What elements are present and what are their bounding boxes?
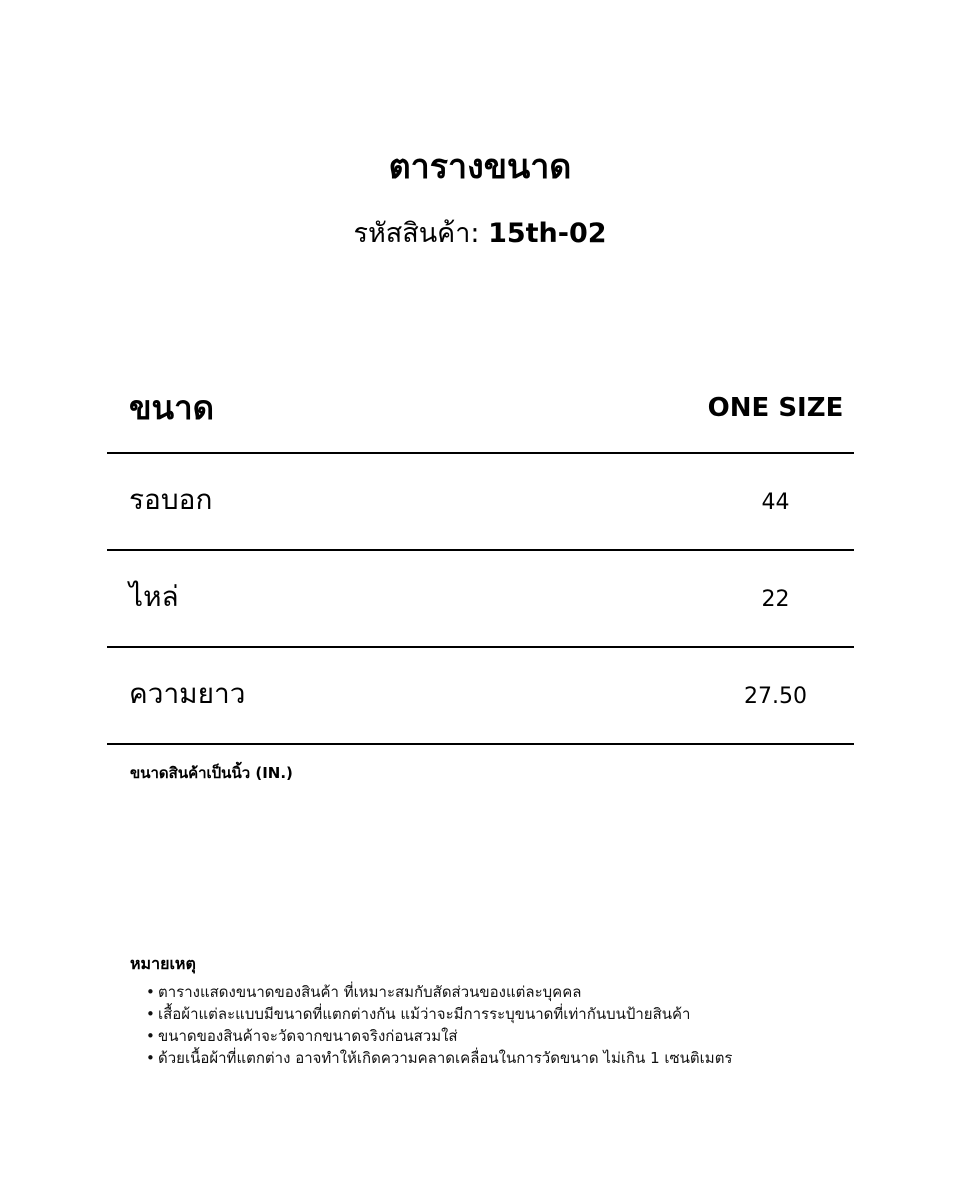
remarks-section — [130, 953, 890, 1069]
row-label-length: ความยาว — [129, 677, 246, 710]
page-title: ตารางขนาด — [388, 147, 572, 187]
remarks-list — [130, 981, 890, 1069]
table-row-chest — [107, 454, 854, 551]
unit-note: ขนาดสินค้าเป็นนิ้ว (IN.) — [130, 764, 293, 782]
list-item: • ตารางแสดงขนาดของสินค้า ที่เหมาะสมกับสัดส่วนของแต่ละบุคคล — [146, 981, 890, 1003]
row-value-shoulder: 22 — [761, 587, 790, 612]
list-item: • ขนาดของสินค้าจะวัดจากขนาดจริงก่อนสวมใส่ — [146, 1025, 890, 1047]
size-table-header — [107, 372, 854, 454]
size-table — [107, 372, 854, 745]
row-value-chest: 44 — [761, 490, 790, 515]
row-label-chest: รอบอก — [129, 483, 213, 516]
row-value-length: 27.50 — [744, 684, 807, 709]
product-code-value: 15th-02 — [488, 218, 607, 249]
size-header-one-size: ONE SIZE — [707, 393, 844, 423]
table-row-shoulder — [107, 551, 854, 648]
list-item: • เสื้อผ้าแต่ละแบบมีขนาดที่แตกต่างกัน แม้ว่าจะมีการระบุขนาดที่เท่ากันบนป้ายสินค้า — [146, 1003, 890, 1025]
row-label-shoulder: ไหล่ — [129, 580, 179, 613]
list-item: • ด้วยเนื้อผ้าที่แตกต่าง อาจทำให้เกิดความคลาดเคลื่อนในการวัดขนาด ไม่เกิน 1 เซนติเมตร — [146, 1047, 890, 1069]
remarks-title: หมายเหตุ — [130, 954, 196, 973]
product-code-label: รหัสสินค้า: — [353, 218, 480, 249]
product-code — [0, 212, 960, 256]
size-header-label: ขนาด — [129, 388, 215, 427]
table-row-length — [107, 648, 854, 745]
